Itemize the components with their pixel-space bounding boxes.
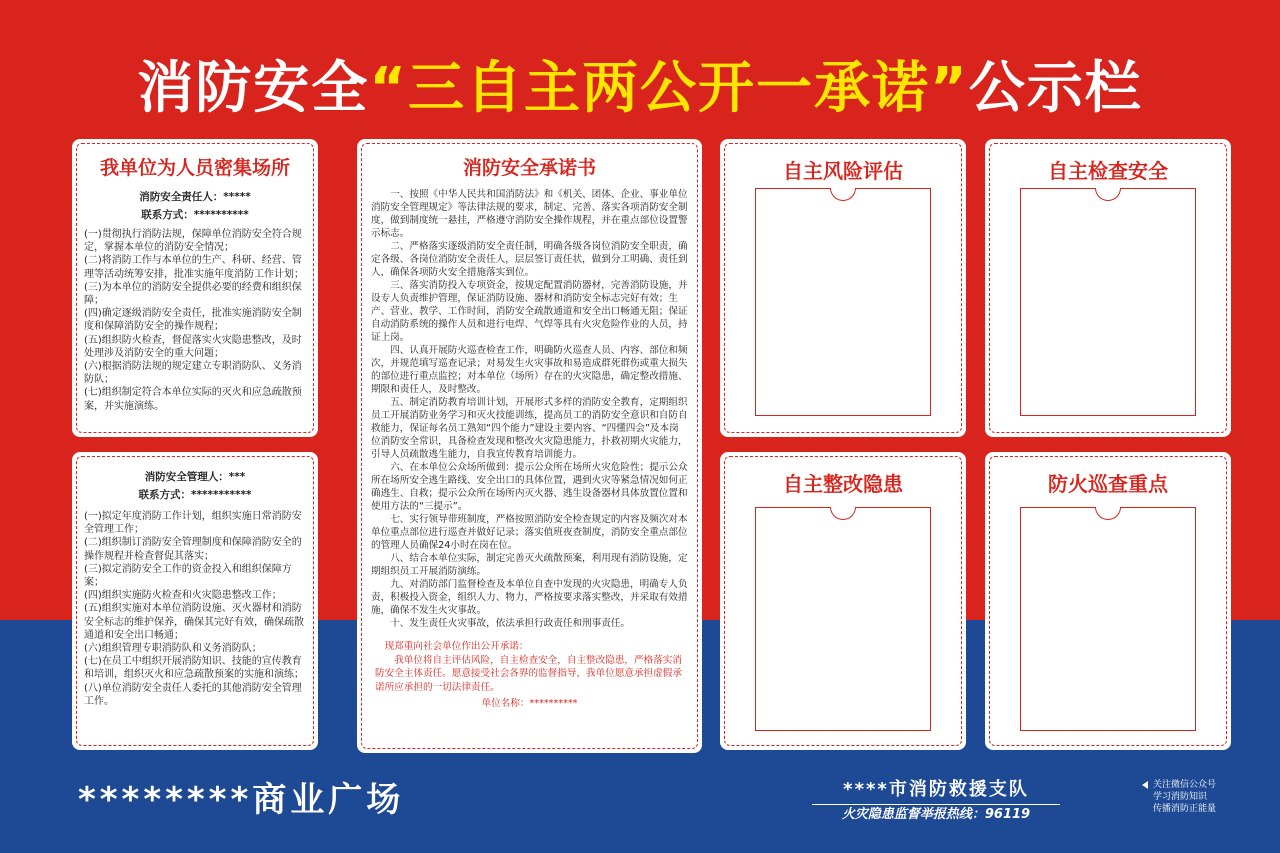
panel1-duties xyxy=(72,228,318,413)
hazard-rectification-title: 自主整改隐患 xyxy=(783,472,903,496)
frame-notch xyxy=(830,507,856,520)
responsible-person-panel xyxy=(72,139,318,437)
frame-notch xyxy=(1095,507,1121,520)
arrow-left-icon xyxy=(1142,781,1148,789)
title-part1: 消防安全 xyxy=(137,56,370,121)
public-pledge xyxy=(357,640,702,711)
venue-name: ********商业广场 xyxy=(78,780,405,820)
letter-paragraph: 八、结合本单位实际，制定完善灭火疏散预案，利用现有消防设施，定期组织员工开展消防演练。 xyxy=(371,553,688,577)
duty-item: (三)为本单位的消防安全提供必要的经费和组织保障； xyxy=(84,281,302,307)
pledge-heading: 现郑重向社会单位作出公开承诺： xyxy=(384,641,529,652)
duty-item: (四)确定逐级消防安全责任，批准实施消防安全制度和保障消防安全的操作规程； xyxy=(84,308,302,333)
duty-item: (七)组织制定符合本单位实际的灭火和应急疏散预案，并实施演练。 xyxy=(84,387,302,412)
duty-item: (一)贯彻执行消防法规，保障单位消防安全符合规定，掌握本单位的消防安全情况； xyxy=(84,229,302,254)
self-inspection-frame xyxy=(1020,188,1196,416)
duty-item: (六)根据消防法规的规定建立专职消防队、义务消防队； xyxy=(84,361,302,386)
fire-brigade-name: ****市消防救援支队 xyxy=(812,775,1060,805)
panel1-contact: 联系方式：********** xyxy=(141,209,249,221)
wechat-note xyxy=(1142,779,1216,815)
commitment-letter-panel xyxy=(357,139,702,753)
duty-item: (六)组织管理专职消防队和义务消防队； xyxy=(84,643,262,655)
letter-body xyxy=(357,188,702,630)
risk-assessment-title: 自主风险评估 xyxy=(783,159,903,183)
panel2-duties xyxy=(72,510,318,708)
hazard-rectification-board xyxy=(720,452,966,750)
letter-paragraph: 九、对消防部门监督检查及本单位自查中发现的火灾隐患，明确专人负责，积极投入资金，组织人力、物力，严格按要求落实整改，并采取有效措施，确保不发生火灾事故。 xyxy=(371,579,688,616)
wechat-line-1: 关注微信公众号 xyxy=(1153,780,1217,790)
manager-panel xyxy=(72,452,318,750)
panel2-person: 消防安全管理人：*** xyxy=(144,471,246,483)
self-inspection-title: 自主检查安全 xyxy=(1048,159,1168,183)
unit-name: 单位名称：********** xyxy=(481,698,578,710)
fire-patrol-frame xyxy=(1020,507,1196,731)
panel1-person: 消防安全责任人：***** xyxy=(139,191,251,203)
letter-paragraph: 二、严格落实逐级消防安全责任制，明确各级各岗位消防安全职责，确定各级、各岗位消防安全责任人，层层签订责任状，做到分工明确、责任到人，确保各项防火安全措施落实到位。 xyxy=(371,241,688,278)
letter-paragraph: 七、实行领导带班制度，严格按照消防安全检查规定的内容及频次对本单位重点部位进行巡查并做好记录；落实值班夜查制度，消防安全重点部位的管理人员确保24小时在岗在位。 xyxy=(371,514,688,551)
self-inspection-board xyxy=(985,139,1231,437)
letter-paragraph: 一、按照《中华人民共和国消防法》和《机关、团体、企业、事业单位消防安全管理规定》等法律法规的要求，制定、完善、落实各项消防安全制度，做到制度统一悬挂，严格遵守消防安全操作规程，并在重点部位设置警示标志。 xyxy=(371,189,688,239)
duty-item: (三)拟定消防安全工作的资金投入和组织保障方案； xyxy=(84,563,292,589)
pledge-body: 我单位将自主评估风险，自主检查安全，自主整改隐患，严格落实消防安全主体责任。愿意接受社会各界的监督指导，我单位愿意承担虚假承诺所应承担的一切法律责任。 xyxy=(375,654,682,693)
fire-patrol-title: 防火巡查重点 xyxy=(1048,472,1168,496)
letter-title: 消防安全承诺书 xyxy=(462,157,596,179)
letter-paragraph: 六、在本单位公众场所做到：提示公众所在场所火灾危险性；提示公众所在场所安全逃生路线、安全出口的具体位置，遇到火灾等紧急情况如何正确逃生、自救；提示公众所在场所内灭火器、逃生设备器材具体放置位置和使用方法的“三提示”。 xyxy=(371,462,688,512)
letter-paragraph: 三、落实消防投入专项资金，按规定配置消防器材，完善消防设施，并设专人负责维护管理，保证消防设施、器材和消防安全标志完好有效；生产、营业、教学、工作时间，消防安全疏散通道和安全出口畅通无阻；保证自动消防系统的操作人员和进行电焊、气焊等具有火灾危险作业的人员，持证上岗。 xyxy=(371,280,688,343)
duty-item: (八)单位消防安全责任人委托的其他消防安全管理工作。 xyxy=(84,682,302,707)
panel1-title: 我单位为人员密集场所 xyxy=(99,157,290,179)
duty-item: (四)组织实施防火检查和火灾隐患整改工作； xyxy=(84,590,282,602)
duty-item: (五)组织实施对本单位消防设施、灭火器材和消防安全标志的维护保养，确保其完好有效，确保疏散通道和安全出口畅通； xyxy=(84,603,304,641)
duty-item: (一)拟定年度消防工作计划，组织实施日常消防安全管理工作； xyxy=(84,511,302,536)
title-highlight: “三自主两公开一承诺” xyxy=(369,56,969,121)
frame-notch xyxy=(1095,188,1121,201)
duty-item: (五)组织防火检查，督促落实火灾隐患整改，及时处理涉及消防安全的重大问题； xyxy=(84,334,302,359)
risk-assessment-frame xyxy=(755,188,931,416)
duty-item: (二)将消防工作与本单位的生产、科研、经营、管理等活动统筹安排，批准实施年度消防工作计划； xyxy=(84,255,304,280)
wechat-line-2: 学习消防知识 xyxy=(1153,792,1208,802)
wechat-line-3: 传播消防正能量 xyxy=(1153,804,1217,814)
risk-assessment-board xyxy=(720,139,966,437)
report-hotline: 火灾隐患监督举报热线：96119 xyxy=(841,807,1031,822)
letter-paragraph: 五、制定消防教育培训计划，开展形式多样的消防安全教育，定期组织员工开展消防业务学习和灭火技能训练，提高员工的消防安全意识和自防自救能力，保证每名员工熟知“四个能力”建设主要内容、“四懂四会”及本岗位消防安全常识，具备检查发现和整改火灾隐患能力，扑救初期火灾能力，引导人员疏散逃生能力，自我宣传教育培训能力。 xyxy=(371,397,688,460)
title-part2: 公示栏 xyxy=(968,56,1143,121)
letter-paragraph: 十、发生责任火灾事故，依法承担行政责任和刑事责任。 xyxy=(390,618,631,629)
letter-paragraph: 四、认真开展防火巡查检查工作，明确防火巡查人员、内容、部位和频次，并规范填写巡查记录；对易发生火灾事故和易造成群死群伤或重大损失的部位进行重点监控；对本单位（场所）存在的火灾隐患，确定整改措施、期限和责任人，及时整改。 xyxy=(371,345,688,395)
panel2-contact: 联系方式：*********** xyxy=(138,489,252,501)
board-title xyxy=(0,44,1280,124)
frame-notch xyxy=(830,188,856,201)
duty-item: (七)在员工中组织开展消防知识、技能的宣传教育和培训，组织灭火和应急疏散预案的实施和演练； xyxy=(84,656,304,681)
hazard-rectification-frame xyxy=(755,507,931,731)
fire-patrol-board xyxy=(985,452,1231,750)
duty-item: (二)组织制订消防安全管理制度和保障消防安全的操作规程并检查督促其落实； xyxy=(84,537,302,562)
